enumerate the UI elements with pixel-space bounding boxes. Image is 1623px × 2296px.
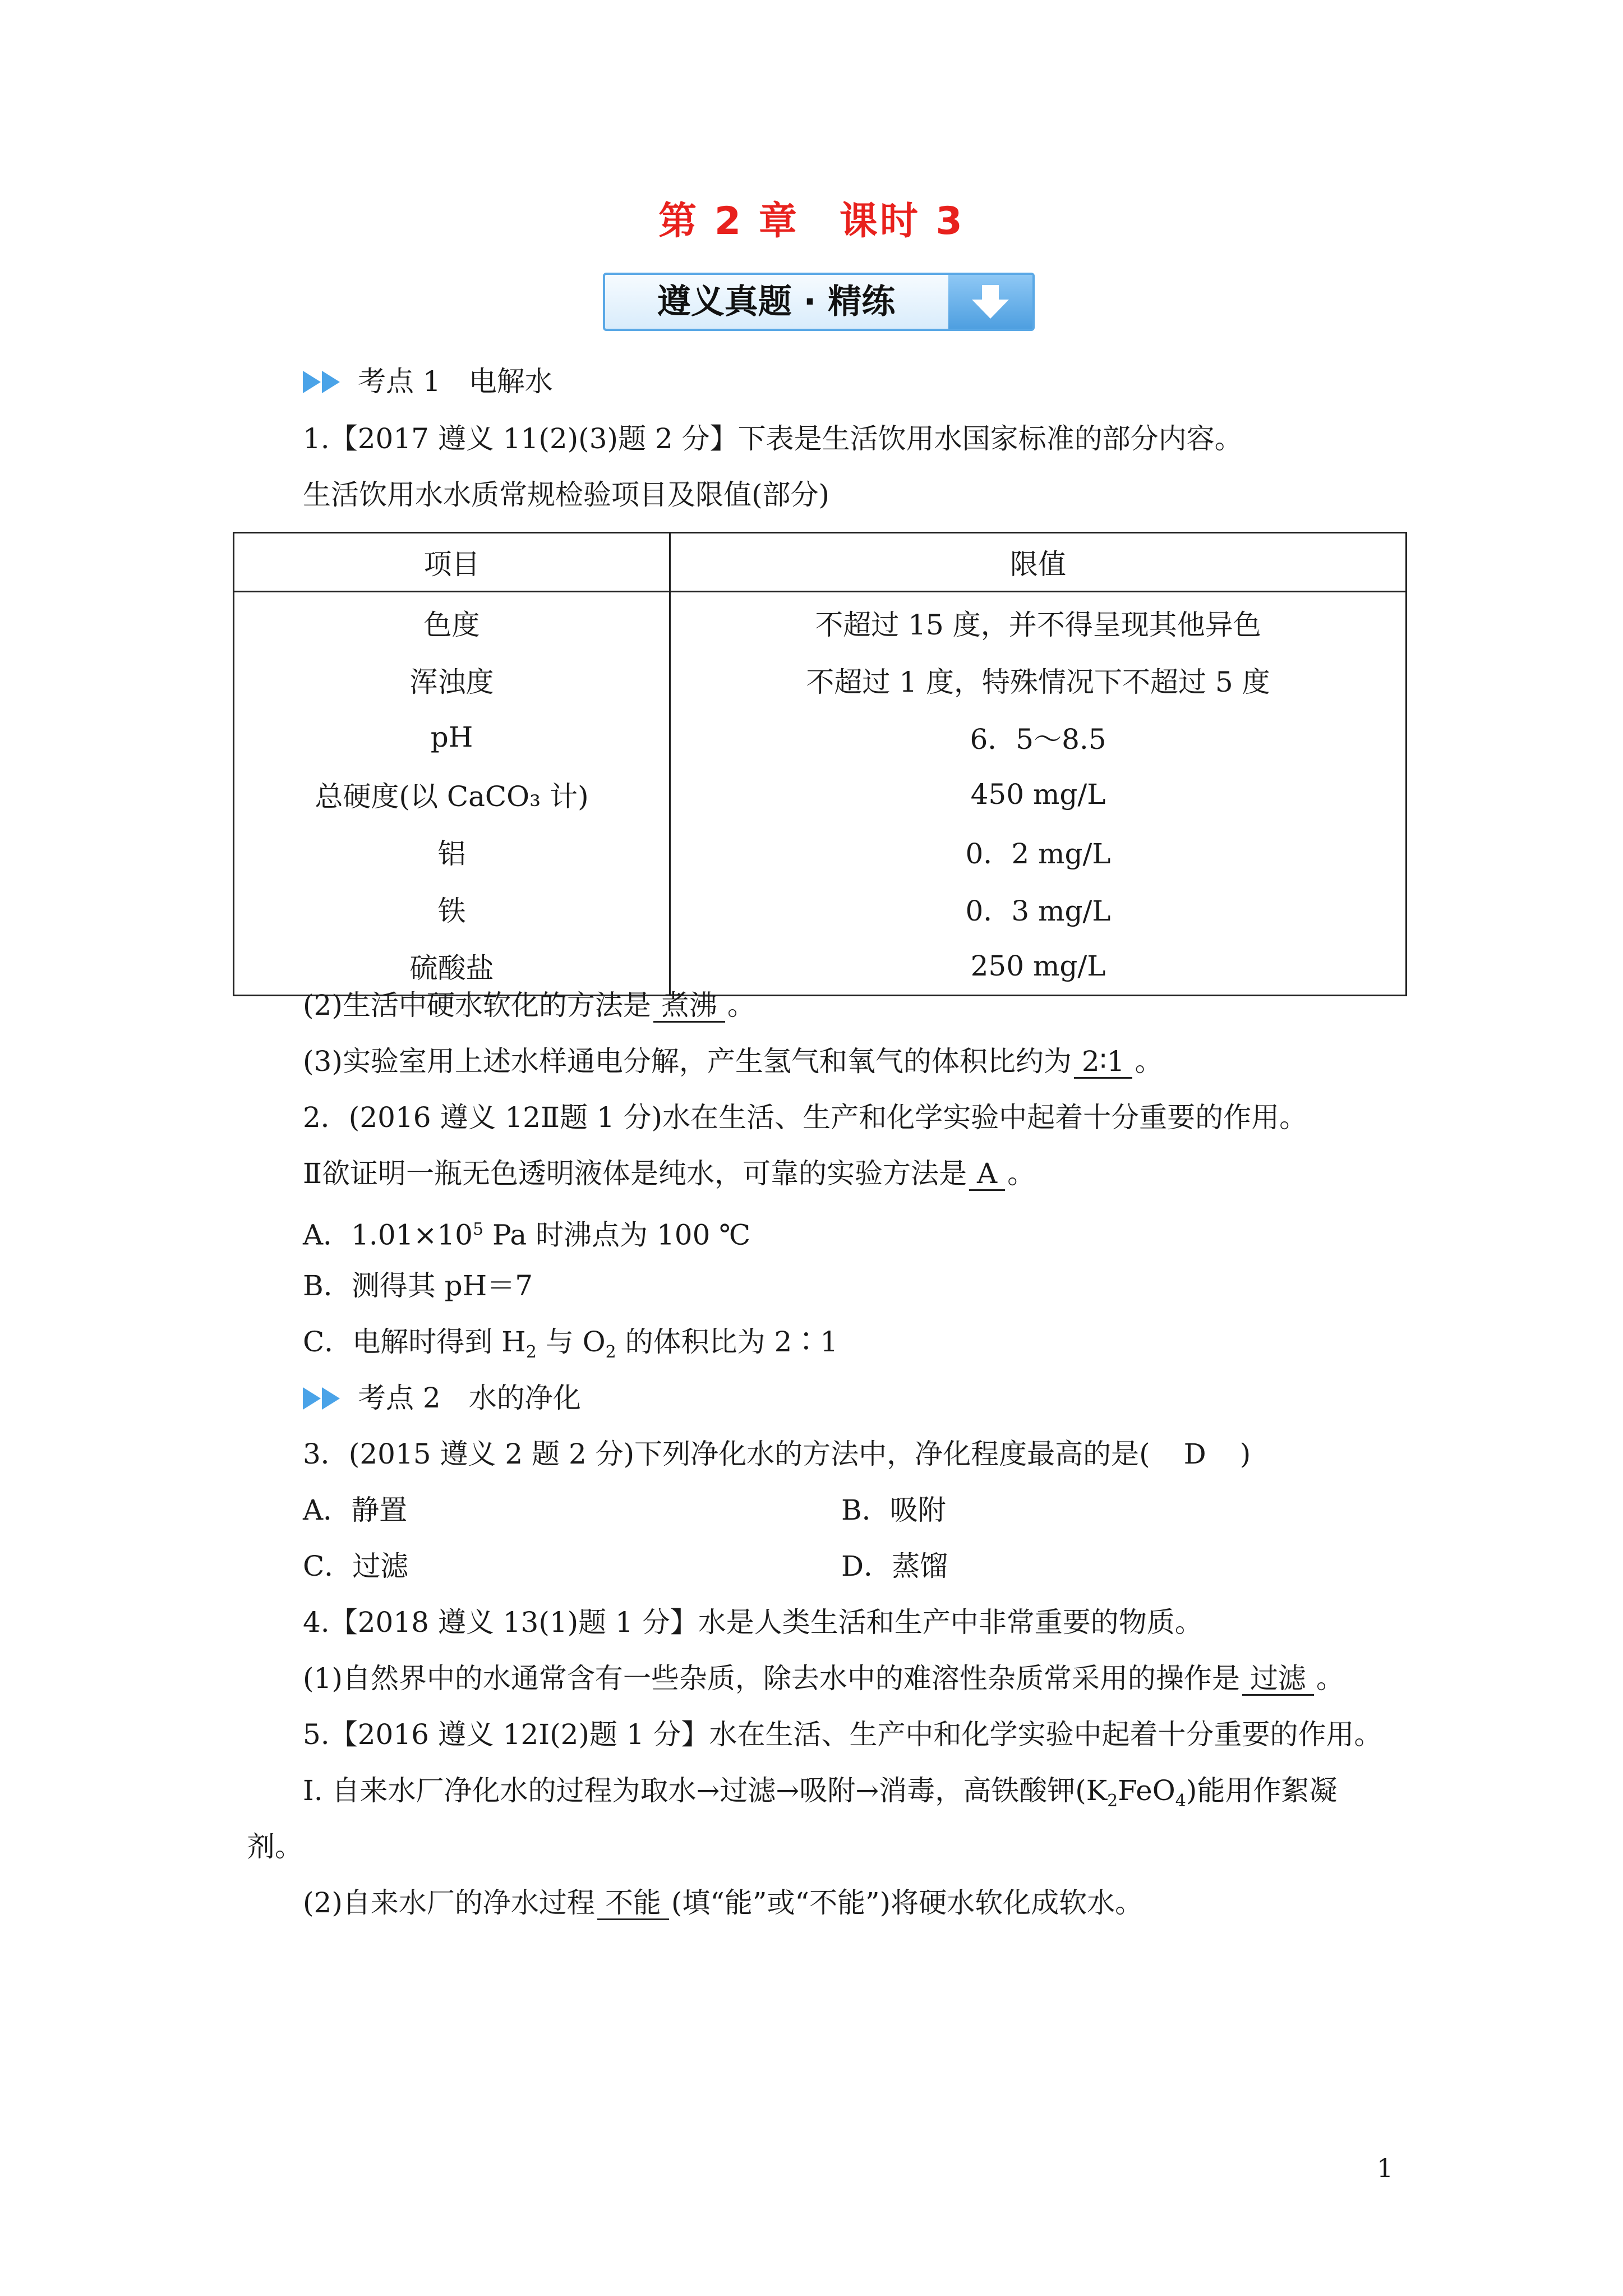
q3-option-a: A．静置: [303, 1494, 408, 1526]
table-row: [234, 880, 1407, 937]
table-cell: 色度: [234, 592, 670, 652]
table-cell: 不超过 1 度，特殊情况下不超过 5 度: [670, 651, 1407, 708]
double-play-icon: [303, 366, 342, 402]
page-title: 第 2 章 课时 3: [658, 199, 965, 243]
q4-sub-text: (1)自然界中的水通常含有一些杂质，除去水中的难溶性杂质常采用的操作是: [303, 1662, 1240, 1695]
table-cell: 450 mg/L: [670, 766, 1407, 823]
q1-part2: [303, 987, 755, 1023]
section-heading-1: [303, 364, 553, 402]
table-cell: 总硬度(以 CaCO₃ 计): [234, 766, 670, 823]
section-heading-1-text: 考点 1 电解水: [358, 365, 553, 398]
table-cell: 铝: [234, 823, 670, 880]
page-number: 1: [1377, 2153, 1394, 2183]
table-row: [234, 937, 1407, 996]
section-heading-2: [303, 1380, 581, 1418]
down-arrow-icon: [948, 275, 1032, 329]
q4-sub: [303, 1660, 1344, 1696]
q2-option-a: [303, 1212, 750, 1253]
q2-sub-end: 。: [1007, 1157, 1036, 1190]
q2-stem: 2．(2016 遵义 12Ⅱ题 1 分)水在生活、生产和化学实验中起着十分重要的作用。: [303, 1101, 1308, 1134]
table-header-item: 项目: [234, 533, 670, 592]
answer-blank: 2∶1: [1074, 1046, 1133, 1079]
q5-intro-text: FeO: [1118, 1774, 1175, 1807]
table-cell: 浑浊度: [234, 651, 670, 708]
q3-stem-text: 3．(2015 遵义 2 题 2 分)下列净化水的方法中，净化程度最高的是(: [303, 1438, 1150, 1470]
q5-stem: 5.【2016 遵义 12Ⅰ(2)题 1 分】水在生活、生产中和化学实验中起着十分重要的作用。: [303, 1718, 1382, 1751]
table-row: [234, 766, 1407, 823]
table-cell: 铁: [234, 880, 670, 937]
table-header-limit: 限值: [670, 533, 1407, 592]
q5-sub: [303, 1885, 1143, 1921]
q5-intro-continued: 剂。: [247, 1830, 303, 1863]
subscript: 4: [1175, 1791, 1186, 1811]
q4-stem: 4.【2018 遵义 13(1)题 1 分】水是人类生活和生产中非常重要的物质。: [303, 1606, 1203, 1639]
answer-blank: 过滤: [1242, 1663, 1314, 1696]
q5-intro-text: Ⅰ. 自来水厂净化水的过程为取水→过滤→吸附→消毒，高铁酸钾(K: [303, 1774, 1108, 1807]
option-text: A．1.01×10: [303, 1218, 473, 1251]
q2-option-b: B．测得其 pH＝7: [303, 1269, 533, 1302]
table-row: [234, 708, 1407, 766]
section-heading-2-text: 考点 2 水的净化: [358, 1382, 581, 1414]
q1-part2-text: (2)生活中硬水软化的方法是: [303, 989, 651, 1022]
q1-table-caption: 生活饮用水水质常规检验项目及限值(部分): [303, 478, 830, 511]
answer-choice: D: [1183, 1438, 1206, 1470]
water-standard-table: [233, 532, 1407, 996]
q1-stem: 1.【2017 遵义 11(2)(3)题 2 分】下表是生活饮用水国家标准的部分内容。: [303, 422, 1243, 455]
q5-sub-text: (2)自来水厂的净水过程: [303, 1887, 595, 1919]
q5-intro: [303, 1773, 1337, 1819]
option-text: C．电解时得到 H: [303, 1326, 526, 1358]
table-row: [234, 651, 1407, 708]
section-banner: [603, 273, 1035, 331]
banner-text: 遵义真题 · 精练: [657, 282, 896, 321]
table-cell: 6．5～8.5: [670, 708, 1407, 766]
q3-stem-end: ): [1239, 1438, 1251, 1470]
answer-blank: 不能: [597, 1887, 669, 1920]
q2-sub-text: Ⅱ欲证明一瓶无色透明液体是纯水，可靠的实验方法是: [303, 1157, 967, 1190]
table-cell: 250 mg/L: [670, 937, 1407, 996]
superscript: 5: [472, 1220, 484, 1239]
table-cell: 硫酸盐: [234, 937, 670, 996]
q1-part3: [303, 1043, 1163, 1079]
q1-part2-end: 。: [727, 989, 755, 1022]
answer-blank: A: [969, 1158, 1005, 1191]
q3-option-b: B．吸附: [841, 1494, 946, 1526]
q5-sub-end: (填“能”或“不能”)将硬水软化成软水。: [671, 1887, 1144, 1919]
q4-sub-end: 。: [1316, 1662, 1344, 1695]
q3-option-d: D．蒸馏: [841, 1550, 948, 1582]
table-row: [234, 592, 1407, 652]
table-row: [234, 823, 1407, 880]
answer-blank: 煮沸: [653, 990, 725, 1023]
q2-option-c: [303, 1324, 838, 1370]
double-play-icon: [303, 1382, 342, 1418]
option-text: 与 O: [536, 1326, 606, 1358]
option-text: Pa 时沸点为 100 ℃: [483, 1218, 751, 1251]
table-cell: 不超过 15 度，并不得呈现其他异色: [670, 592, 1407, 652]
q2-sub: [303, 1156, 1035, 1191]
q1-part3-text: (3)实验室用上述水样通电分解，产生氢气和氧气的体积比约为: [303, 1045, 1072, 1078]
table-cell: 0．2 mg/L: [670, 823, 1407, 880]
q3-stem: [303, 1436, 1251, 1472]
subscript: 2: [1107, 1791, 1118, 1811]
subscript: 2: [525, 1342, 537, 1362]
q3-option-c: C．过滤: [303, 1550, 409, 1582]
table-cell: 0．3 mg/L: [670, 880, 1407, 937]
option-text: 的体积比为 2∶1: [616, 1326, 838, 1358]
q1-part3-end: 。: [1135, 1045, 1163, 1078]
subscript: 2: [605, 1342, 616, 1362]
q5-intro-text: )能用作絮凝: [1186, 1774, 1338, 1807]
table-cell: pH: [234, 708, 670, 766]
